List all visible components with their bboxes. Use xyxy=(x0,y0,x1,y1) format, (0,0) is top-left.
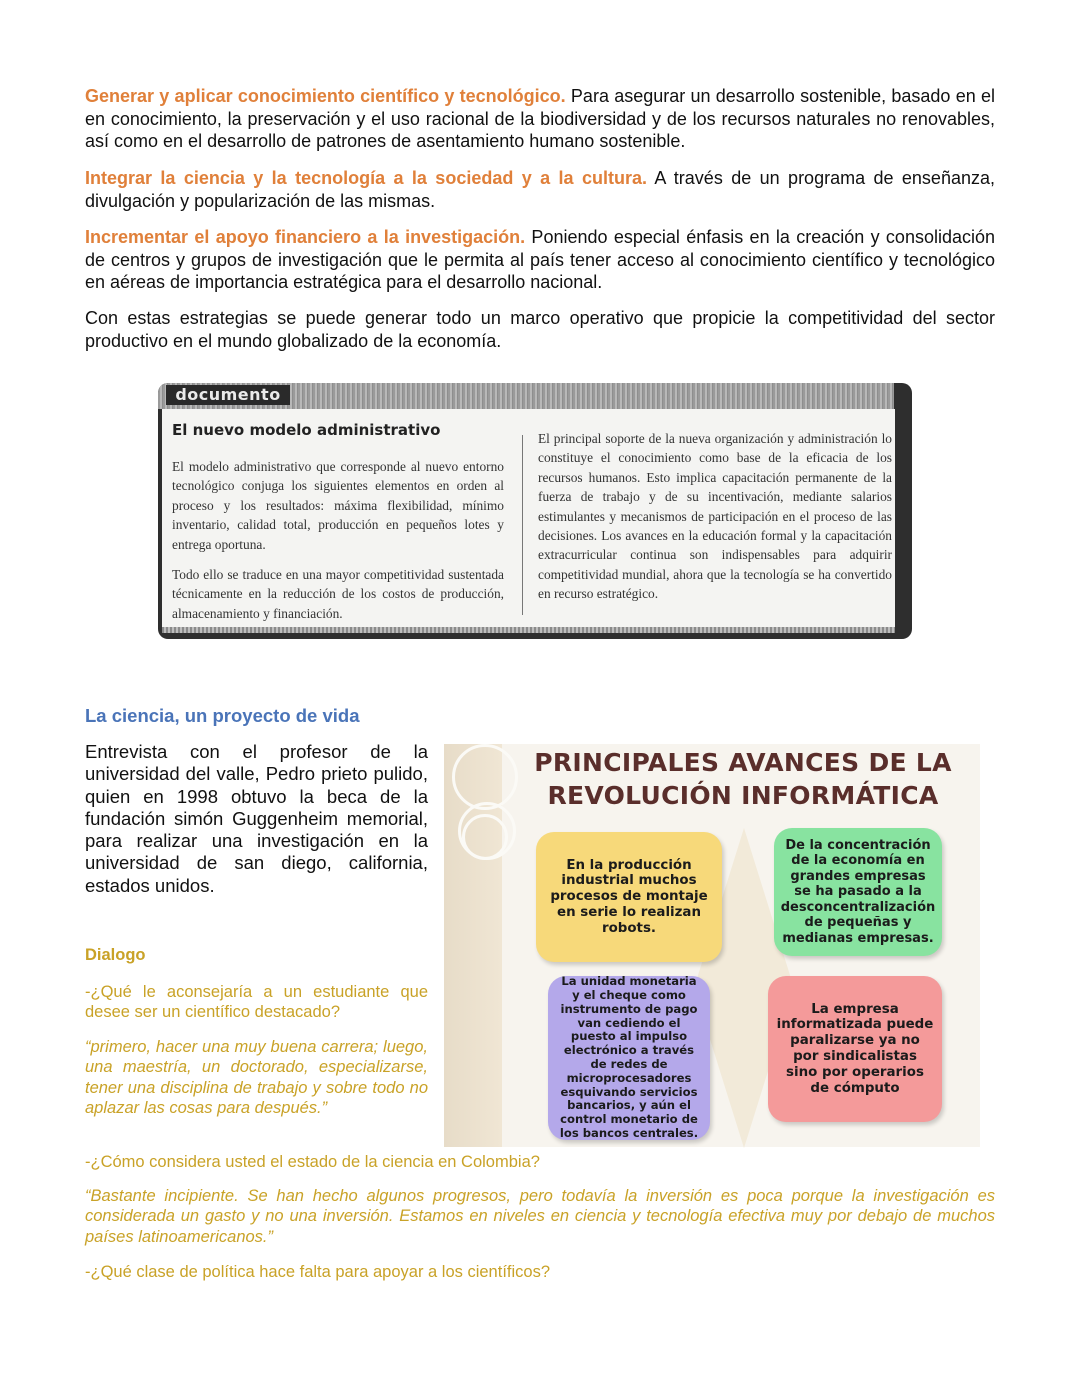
documento-left-paragraph-1: El modelo administrativo que corresponde al nuevo entorno tecnológico conjuga los siguientes elementos en orden al proceso y los resultados: máxima flexibilidad, mínimo inventario, calidad total, producción en pequeños lotes y entrega oportuna. xyxy=(172,459,504,552)
infographic-box-monetaria-text: La unidad monetaria y el cheque como instrumento de pago van cediendo el puesto al impulso electrónico a través de redes de microprocesadores esquivando servicios bancarios, y aún el control monetario de los bancos centrales. xyxy=(559,974,699,1140)
infographic-box-monetaria xyxy=(548,976,710,1140)
conclusion-text: Con estas estrategias se puede generar todo un marco operativo que propicie la competitividad del sector productivo en el mundo globalizado de la economía. xyxy=(85,308,995,351)
dialog-question-3: -¿Qué clase de política hace falta para apoyar a los científicos? xyxy=(85,1263,551,1281)
conclusion-paragraph xyxy=(85,307,995,352)
dialog-question-2: -¿Cómo considera usted el estado de la ciencia en Colombia? xyxy=(85,1153,540,1171)
strategy-text-1: Para asegurar un desarrollo sostenible, basado en el en conocimiento, la preservación y el uso racional de la biodiversidad y de los recursos naturales no renovables, así como en el desarrollo de patrones de asentamiento humano sostenible. xyxy=(85,86,995,151)
strategy-heading-2: Integrar la ciencia y la tecnología a la sociedad y a la cultura. xyxy=(85,168,647,188)
strategy-paragraph-3 xyxy=(85,226,995,294)
strategy-heading-3: Incrementar el apoyo financiero a la investigación. xyxy=(85,227,526,247)
infographic-title xyxy=(512,746,974,812)
documento-column-divider xyxy=(522,435,523,615)
infographic-box-robots xyxy=(536,832,722,962)
infographic-box-empresas xyxy=(774,828,942,956)
interview-intro: Entrevista con el profesor de la universidad del valle, Pedro prieto pulido, quien en 1998 obtuvo la beca de la fundación simón Guggenheim memorial, para realizar una investigación en la universidad de san diego, california, estados unidos. xyxy=(85,741,428,896)
decorative-circle-icon xyxy=(462,814,508,860)
dialog-answer-2: “Bastante incipiente. Se han hecho algunos progresos, pero todavía la inversión es poca porque la investigación es considerada un gasto y no una inversión. Estamos en niveles en ciencia y tecnología efectiva muy por debajo de muchos países latinoamericanos.” xyxy=(85,1187,995,1246)
documento-tab-strip xyxy=(158,383,894,409)
infographic-box-empresa-informatizada xyxy=(768,976,942,1122)
section-title: La ciencia, un proyecto de vida xyxy=(85,705,360,726)
dialog-answer-1: “primero, hacer una muy buena carrera; luego, una maestría, un doctorado, especializarse, tener una disciplina de trabajo y sobre todo no aplazar las cosas para después.” xyxy=(85,1038,428,1117)
documento-tab-label: documento xyxy=(166,385,290,405)
documento-right-paragraph: El principal soporte de la nueva organización y administración lo constituye el conocimiento como base de la eficacia de los recursos humanos. Esto implica capacitación permanente de la fuerza de trabajo y de su incentivación, mediante salarios estimulantes y mecanismos de participación en el proceso de las decisiones. Los avances en la educación formal y la capacitación extracurricular continua son indispensables para adquirir competitividad mundial, ahora que la tecnología se ha convertido en recurso estratégico. xyxy=(538,431,892,602)
strategy-text-2: A través de un programa de enseñanza, divulgación y popularización de las mismas. xyxy=(85,168,995,211)
strategy-heading-1: Generar y aplicar conocimiento científico y tecnológico. xyxy=(85,86,566,106)
dialog-question-1: -¿Qué le aconsejaría a un estudiante que desee ser un científico destacado? xyxy=(85,983,428,1022)
strategy-text-3: Poniendo especial énfasis en la creación y consolidación de centros y grupos de investigación que le permita al país tener acceso al conocimiento científico y tecnológico en aéreas de importancia estratégica para el desarrollo nacional. xyxy=(85,227,996,292)
strategy-paragraph-1 xyxy=(85,85,995,153)
documento-content xyxy=(162,409,895,627)
dialog-title: Dialogo xyxy=(85,946,146,964)
infographic-title-line-2: REVOLUCIÓN INFORMÁTICA xyxy=(547,781,939,810)
infographic-box-robots-text: En la producción industrial muchos procesos de montaje en serie lo realizan robots. xyxy=(550,857,708,936)
infographic-title-line-1: PRINCIPALES AVANCES DE LA xyxy=(534,748,952,777)
decorative-circle-icon xyxy=(452,744,518,810)
infographic-box-empresas-text: De la concentración de la economía en grandes empresas se ha pasado a la desconcentralización de pequeñas y medianas empresas. xyxy=(780,837,936,946)
documento-left-paragraph-2: Todo ello se traduce en una mayor competitividad sustentada técnicamente en la reducción de los costos de producción, almacenamiento y financiación. xyxy=(172,567,504,621)
strategy-paragraph-2 xyxy=(85,167,995,212)
infographic xyxy=(444,744,980,1147)
documento-box xyxy=(158,383,912,639)
documento-title: El nuevo modelo administrativo xyxy=(172,421,441,439)
infographic-box-empresa-informatizada-text: La empresa informatizada puede paralizarse ya no por sindicalistas sino por operarios de cómputo xyxy=(776,1001,934,1096)
documento-bottom-strip xyxy=(162,627,895,633)
